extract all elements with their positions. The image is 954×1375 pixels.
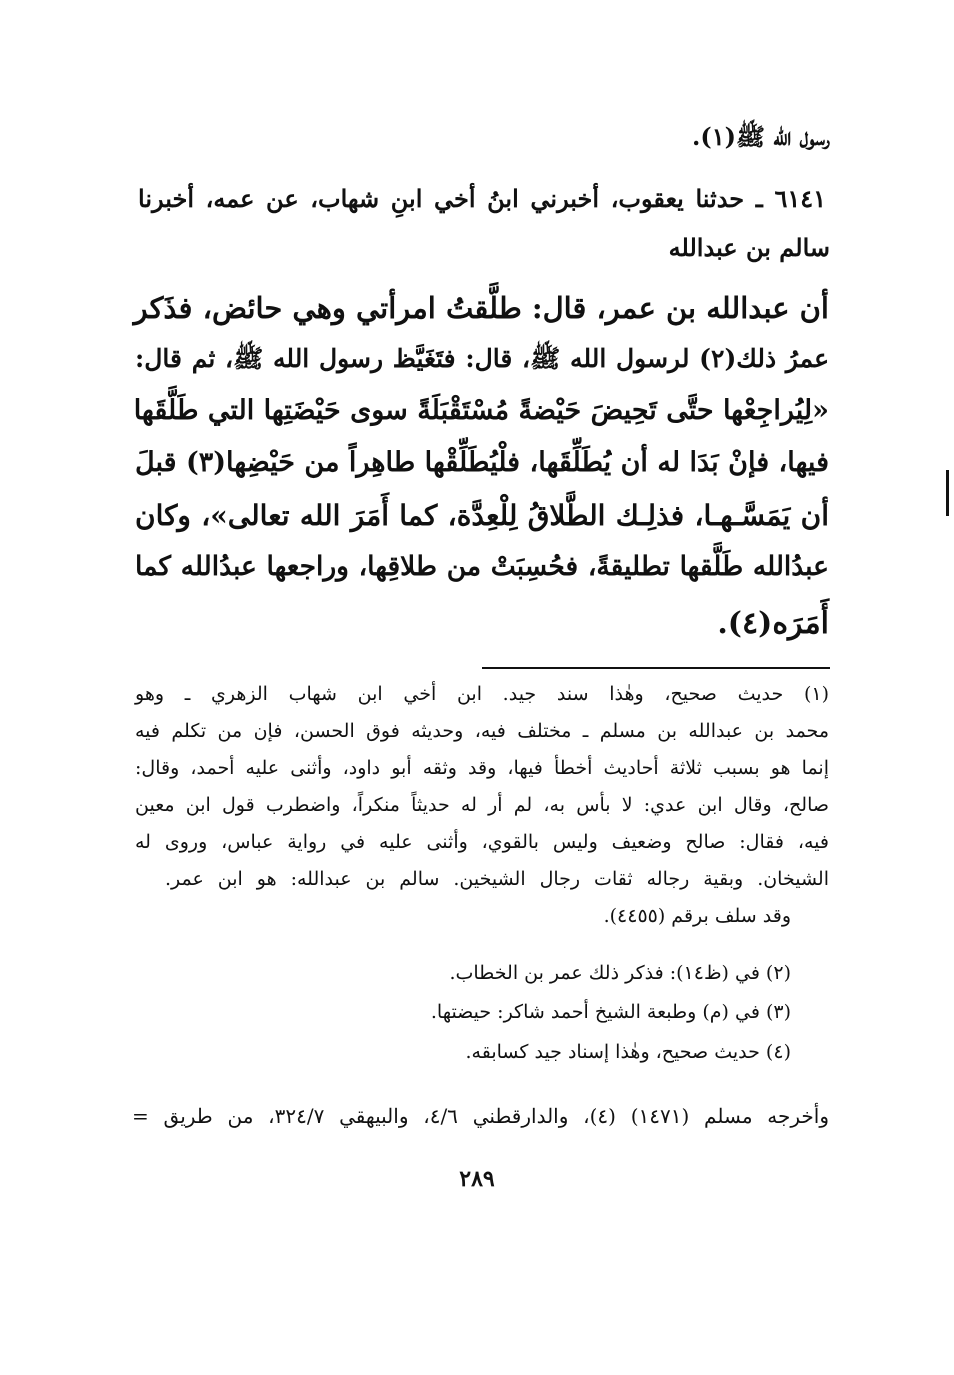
footnote-1-line: (١) حديث صحيح، وهٰذا سند جيد. ابن أخي ابن شهاب الزهري ـ وهو bbox=[135, 683, 829, 705]
footnote-1-line: فيه، فقال: صالح وضعيف وليس بالقوي، وأثنى عليه في رواية عباس، وروى له bbox=[135, 831, 829, 853]
matn-line: فيها، فإنْ بَدَا له أن يُطَلِّقَها، فلْيُطَلِّقْها طاهِراً من حَيْضِها(٣) قبلَ bbox=[135, 447, 829, 478]
page-number: ٢٨٩ bbox=[459, 1166, 495, 1192]
footnote-1-line: وقد سلف برقم (٤٤٥٥). bbox=[603, 905, 791, 927]
footnote-continuation: وأخرجه مسلم (١٤٧١) (٤)، والدارقطني ٤/٦، والبيهقي ٣٢٤/٧، من طريق = bbox=[132, 1104, 830, 1128]
footnote-4: (٤) حديث صحيح، وهٰذا إسناد جيد كسابقه. bbox=[465, 1041, 791, 1063]
footnote-1-line: محمد بن عبدالله بن مسلم ـ مختلف فيه، وحديثه فوق الحسن، فإن من تكلم فيه bbox=[135, 720, 829, 742]
matn-line: أن عبدالله بن عمر، قال: طلَّقتُ امرأتي وهي حائض، فذَكر bbox=[133, 291, 829, 325]
isnad-line: ٦١٤١ ـ حدثنا يعقوب، أخبرني ابنُ أخي ابنِ شهاب، عن عمه، أخبرنا bbox=[138, 184, 826, 213]
matn-line: أَمَرَه(٤). bbox=[717, 606, 829, 641]
page-edge-mark bbox=[946, 470, 949, 516]
matn-line: أن يَمَسَّـهـا، فذلِـك الطَّلاقُ لِلْعِدَّة، كما أَمَرَ الله تعالى»، وكان bbox=[135, 499, 829, 532]
footnote-1-line: صالح، وقال ابن عدي: لا بأس به، لم أر له حديثاً منكراً، واضطرب قول ابن معين bbox=[135, 794, 829, 816]
matn-line: عبدُالله طَلَّقها تطليقةً، فحُسِبَتْ من طلاقِها، وراجعها عبدُالله كما bbox=[135, 551, 829, 582]
previous-hadith-ending: رسول الله ﷺ(١). bbox=[692, 122, 830, 151]
isnad-line: سالم بن عبدالله bbox=[668, 233, 830, 262]
footnote-3: (٣) في (م) وطبعة الشيخ أحمد شاكر: حيضتها. bbox=[430, 1001, 791, 1023]
matn-line: عمرُ ذلك(٢) لرسول الله ﷺ، قال: فتَغَيَّظ رسول الله ﷺ، ثم قال: bbox=[135, 344, 829, 373]
footnote-separator bbox=[482, 667, 830, 669]
footnote-2: (٢) في (ظ١٤): فذكر ذلك عمر بن الخطاب. bbox=[449, 962, 791, 984]
matn-line: «لِيُراجِعْها حتَّى تَحِيضَ حَيْضةً مُسْتَقْبَلَةً سوى حَيْضَتِها التي طَلَّقَها bbox=[133, 395, 829, 426]
footnote-1-line: الشيخان. وبقية رجاله ثقات رجال الشيخين. سالم بن عبدالله: هو ابن عمر. bbox=[165, 868, 829, 890]
footnote-1-line: إنما هو بسبب ثلاثة أحاديث أخطأ فيها، وقد وثقه أبو داود، وأثنى عليه أحمد، وقال: bbox=[135, 757, 829, 779]
